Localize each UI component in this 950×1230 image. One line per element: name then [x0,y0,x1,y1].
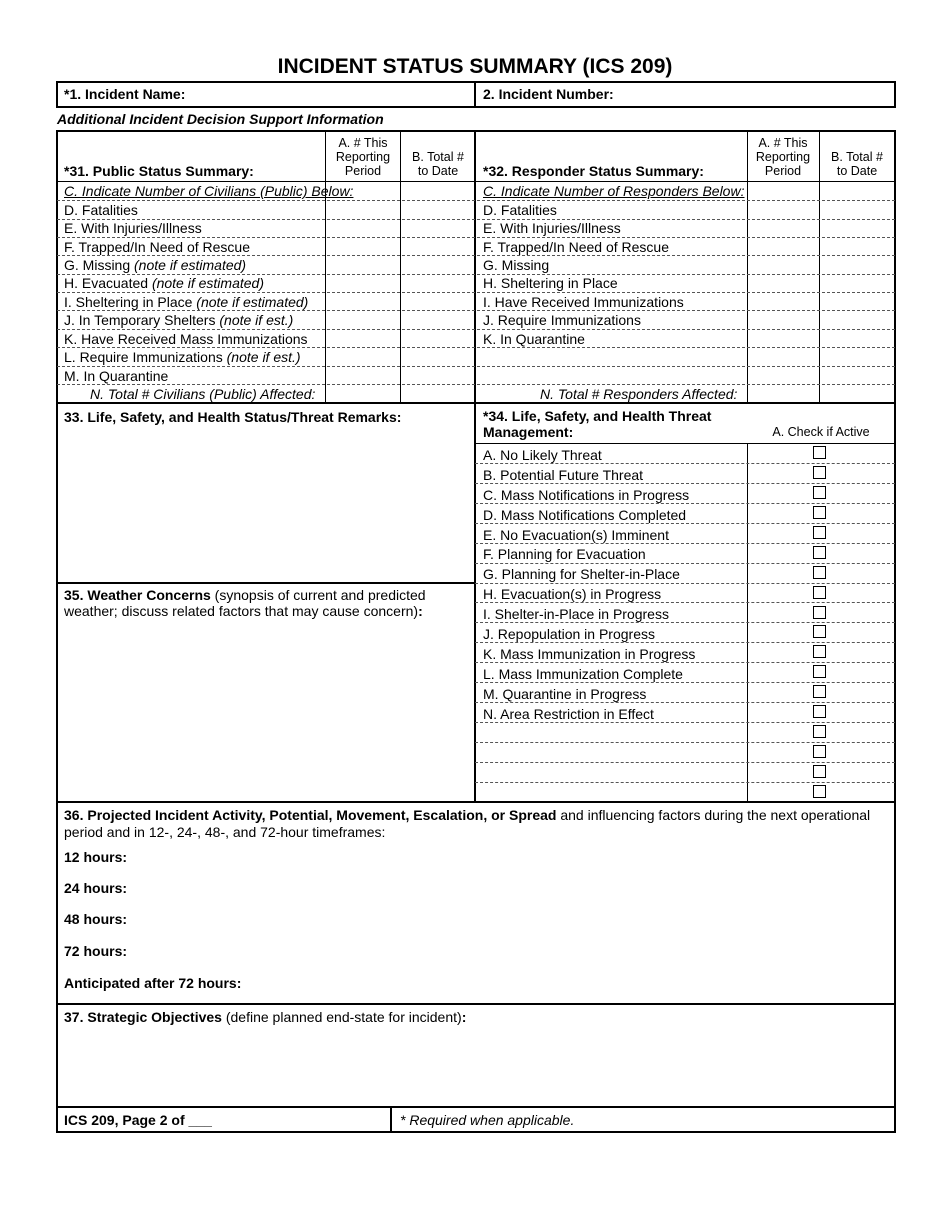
threat-checkbox-a[interactable] [813,446,826,459]
projected-24-field[interactable] [135,877,890,901]
strategic-title: 37. Strategic Objectives (define planned end-state for incident): [64,1009,467,1025]
threat-row-line [475,483,895,484]
threat-row-line [475,682,895,683]
threat-check-col-line [747,444,748,802]
threat-row-line [475,742,895,743]
public-status-title: *31. Public Status Summary: [64,163,254,179]
check-active-header: A. Check if Active [772,425,870,439]
incident-name-label: *1. Incident Name: [64,86,186,102]
threat-row-line [475,762,895,763]
footer-top-rule [57,1106,895,1108]
header-divider [474,81,476,108]
public-value-col-b[interactable] [401,201,474,403]
responder-status-title: *32. Responder Status Summary: [483,163,704,179]
projected-24-hours: 24 hours: [64,880,128,896]
public-row-l: L. Require Immunizations (note if est.) [64,349,301,365]
responder-row-h: H. Sheltering in Place [483,275,618,291]
responder-row-f: F. Trapped/In Need of Rescue [483,239,669,255]
public-subheading-text: C. Indicate Number of Civilians (Public) Below: [64,183,354,199]
threat-row-line [475,463,895,464]
responder-row-d: D. Fatalities [483,202,557,218]
responder-col-a-header: A. # This Reporting Period [755,136,811,178]
threat-item-l: L. Mass Immunization Complete [483,666,683,682]
threat-row-line [475,543,895,544]
threat-checkbox-blank[interactable] [813,725,826,738]
threat-row-line [475,563,895,564]
responder-row-k: K. In Quarantine [483,331,585,347]
threat-item-m: M. Quarantine in Progress [483,686,647,702]
projected-12-field[interactable] [135,846,890,870]
threat-checkbox-blank[interactable] [813,745,826,758]
responder-subheading-text: C. Indicate Number of Responders Below: [483,183,745,199]
threat-checkbox-e[interactable] [813,526,826,539]
form-title: INCIDENT STATUS SUMMARY (ICS 209) [277,55,673,78]
incident-number-field[interactable] [620,83,890,106]
projected-72-field[interactable] [135,940,890,964]
threat-checkbox-blank[interactable] [813,765,826,778]
projected-after-72-field[interactable] [248,972,890,996]
projected-12-hours: 12 hours: [64,849,128,865]
threat-row-line [475,642,895,643]
responder-row-i: I. Have Received Immunizations [483,294,684,310]
threat-item-g: G. Planning for Shelter-in-Place [483,566,680,582]
threat-checkbox-n[interactable] [813,705,826,718]
threat-checkbox-b[interactable] [813,466,826,479]
threat-checkbox-i[interactable] [813,606,826,619]
threat-mgmt-title: *34. Life, Safety, and Health Threat Management: [483,408,712,440]
threat-row-line [475,523,895,524]
threat-item-b: B. Potential Future Threat [483,467,644,483]
public-row-f: F. Trapped/In Need of Rescue [64,239,250,255]
incident-name-field[interactable] [200,83,470,106]
public-subheading [64,183,353,199]
threat-checkbox-j[interactable] [813,625,826,638]
threat-row-line [475,782,895,783]
threat-checkbox-blank[interactable] [813,785,826,798]
responder-col-b-header: B. Total # to Date [831,150,883,178]
public-row-j: J. In Temporary Shelters (note if est.) [64,312,294,328]
threat-checkbox-f[interactable] [813,546,826,559]
threat-row-line [475,622,895,623]
projected-72-hours: 72 hours: [64,943,128,959]
public-col-a-header: A. # This Reporting Period [335,136,391,178]
public-row-d: D. Fatalities [64,202,138,218]
public-row-i: I. Sheltering in Place (note if estimated) [64,294,309,310]
threat-row-line [475,662,895,663]
status-header-rule [57,181,895,182]
public-total-label: N. Total # Civilians (Public) Affected: [90,386,316,402]
footer-divider [390,1106,392,1132]
public-row-e: E. With Injuries/Illness [64,220,202,236]
public-row-h: H. Evacuated (note if estimated) [64,275,264,291]
remarks-weather-rule [57,582,475,584]
projected-title: 36. Projected Incident Activity, Potential, Movement, Escalation, or Spread and influencing factors during the next operational period and in 12-, 24-, 48-, and 72-hour timeframes: [64,807,871,840]
threat-header-rule [475,443,895,444]
responder-subheading [483,183,744,199]
responder-row-g: G. Missing [483,257,550,273]
strategic-field[interactable] [58,1028,894,1105]
threat-row-line [475,722,895,723]
remarks-field[interactable] [58,428,472,582]
weather-title: 35. Weather Concerns (synopsis of current and predicted weather; discuss related factors that may cause concern): [64,587,426,619]
public-row-m: M. In Quarantine [64,368,169,384]
threat-item-n: N. Area Restriction in Effect [483,706,654,722]
threat-item-e: E. No Evacuation(s) Imminent [483,527,669,543]
weather-field[interactable] [58,624,472,802]
threat-item-c: C. Mass Notifications in Progress [483,487,690,503]
threat-row-line [475,602,895,603]
status-table-bottom-rule [57,402,895,404]
projected-48-field[interactable] [135,908,890,932]
remarks-title: 33. Life, Safety, and Health Status/Threat Remarks: [64,409,402,425]
threat-row-line [475,583,895,584]
threat-item-j: J. Repopulation in Progress [483,626,655,642]
public-value-col-a[interactable] [326,201,400,403]
threat-checkbox-d[interactable] [813,506,826,519]
threat-checkbox-c[interactable] [813,486,826,499]
threat-item-d: D. Mass Notifications Completed [483,507,687,523]
threat-row-line [475,503,895,504]
incident-number-label: 2. Incident Number: [483,86,614,102]
public-row-g: G. Missing (note if estimated) [64,257,247,273]
threat-item-a: A. No Likely Threat [483,447,602,463]
projected-48-hours: 48 hours: [64,911,128,927]
public-col-b-header: B. Total # to Date [412,150,464,178]
threat-checkbox-m[interactable] [813,685,826,698]
threat-row-line [475,702,895,703]
responder-value-col-a[interactable] [748,201,819,403]
responder-total-label: N. Total # Responders Affected: [540,386,738,402]
threat-checkbox-l[interactable] [813,665,826,678]
responder-row-j: J. Require Immunizations [483,312,641,328]
section37-top-rule [57,1003,895,1005]
threat-checkbox-k[interactable] [813,645,826,658]
public-row-k: K. Have Received Mass Immunizations [64,331,308,347]
section36-top-rule [57,801,895,803]
responder-row-e: E. With Injuries/Illness [483,220,621,236]
threat-item-f: F. Planning for Evacuation [483,546,646,562]
additional-info-heading: Additional Incident Decision Support Information [57,111,384,127]
threat-item-k: K. Mass Immunization in Progress [483,646,696,662]
footer-page-label: ICS 209, Page 2 of ___ [64,1112,212,1128]
threat-checkbox-h[interactable] [813,586,826,599]
threat-item-h: H. Evacuation(s) in Progress [483,586,662,602]
footer-required-note: * Required when applicable. [400,1112,575,1128]
threat-checkbox-g[interactable] [813,566,826,579]
projected-after-72: Anticipated after 72 hours: [64,975,242,991]
responder-value-col-b[interactable] [820,201,895,403]
threat-item-i: I. Shelter-in-Place in Progress [483,606,669,622]
